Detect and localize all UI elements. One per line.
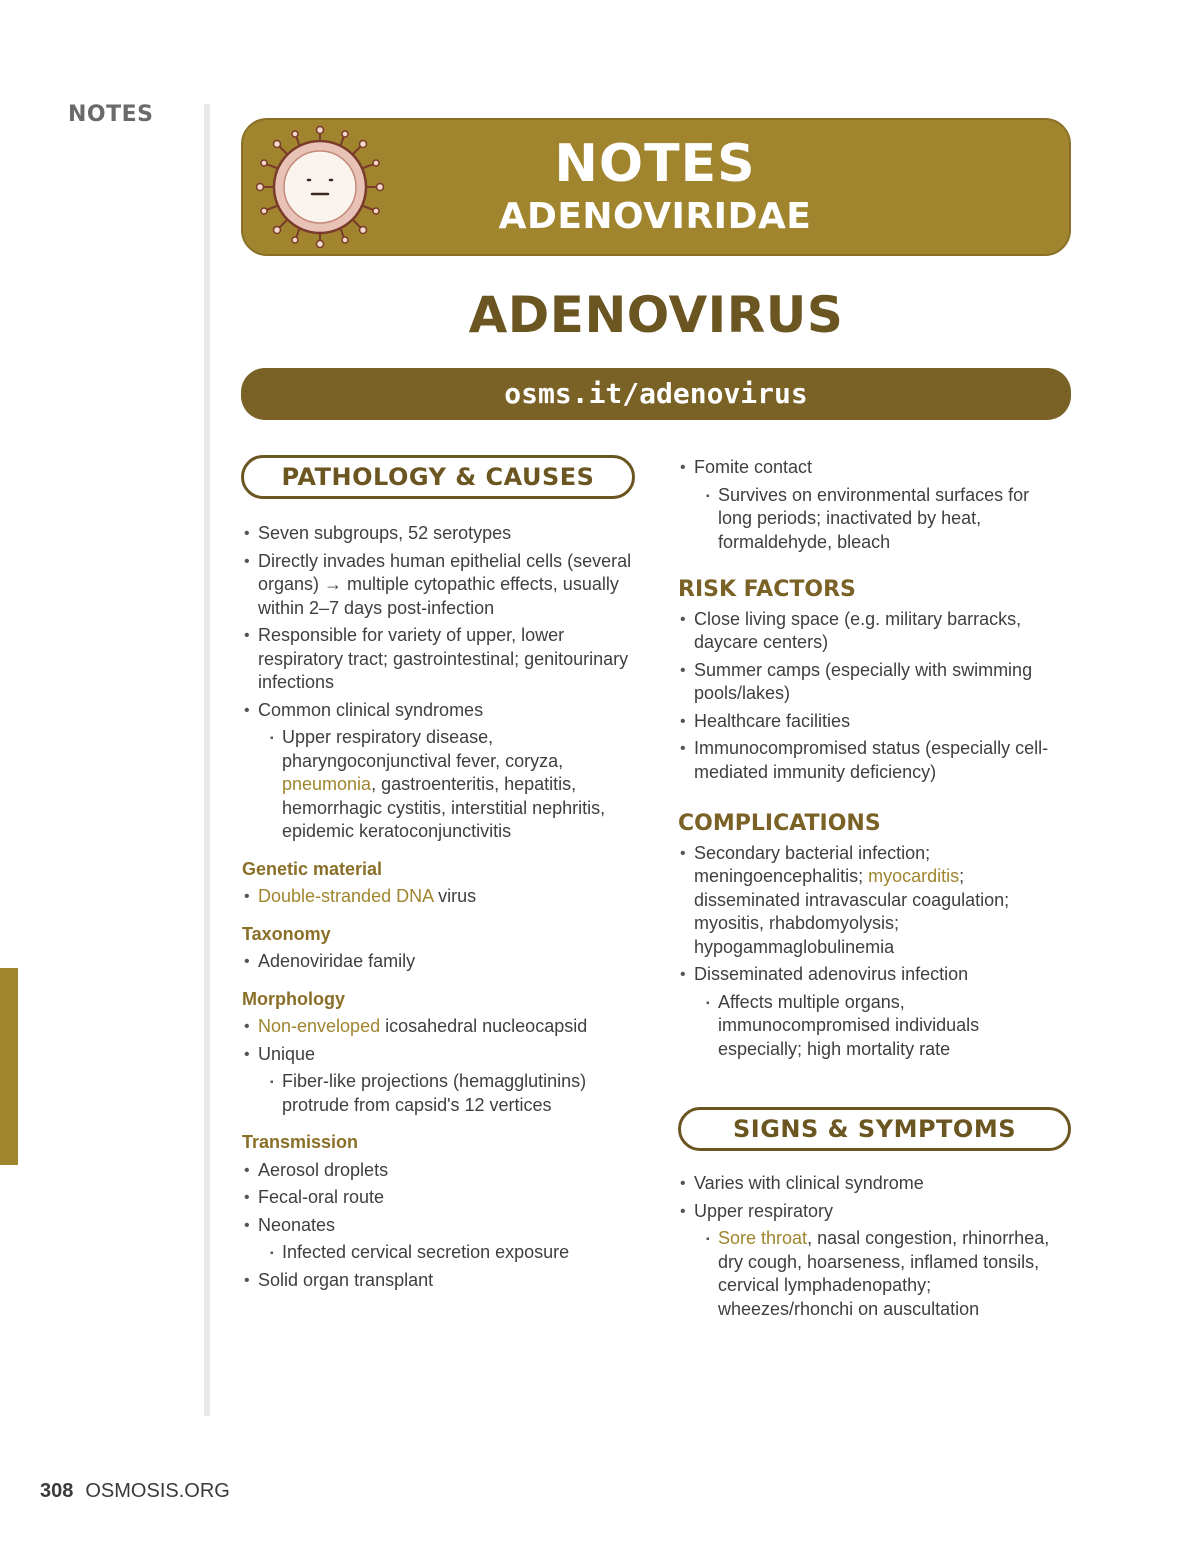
list-item: • Double-stranded DNA virus xyxy=(242,885,632,909)
list-item: • Unique xyxy=(242,1043,632,1067)
list-item: • Summer camps (especially with swimming pools/lakes) xyxy=(678,659,1068,706)
site-name: OSMOSIS.ORG xyxy=(85,1480,230,1502)
list-item: • Aerosol droplets xyxy=(242,1159,632,1183)
myocarditis-link[interactable]: myocarditis xyxy=(868,866,960,886)
page-title: ADENOVIRUS xyxy=(468,286,844,344)
list-item: • Upper respiratory xyxy=(678,1200,1068,1224)
list-item: • Non-enveloped icosahedral nucleocapsid xyxy=(242,1015,632,1039)
signs-column xyxy=(678,1172,1068,1325)
dsdna-link[interactable]: Double-stranded DNA xyxy=(258,886,434,906)
list-item: • Secondary bacterial infection; meningoencephalitis; myocarditis; disseminated intravascular coagulation; myositis, rhabdomyolysis; hypogammaglobulinemia xyxy=(678,842,1068,960)
side-tab xyxy=(0,968,18,1165)
list-item: • Fomite contact xyxy=(678,456,1068,480)
list-item: • Responsible for variety of upper, lower respiratory tract; gastrointestinal; genitourinary infections xyxy=(242,624,632,695)
pneumonia-link[interactable]: pneumonia xyxy=(282,774,372,794)
left-column xyxy=(242,522,632,1296)
heading-complications: COMPLICATIONS xyxy=(678,811,881,836)
list-item: • Disseminated adenovirus infection xyxy=(678,963,1068,987)
right-column xyxy=(678,456,1068,1065)
list-subitem: ▪ Infected cervical secretion exposure xyxy=(270,1241,632,1265)
banner-subtitle: ADENOVIRIDAE xyxy=(498,196,812,237)
list-item: • Directly invades human epithelial cells (several organs) → multiple cytopathic effects, usually within 2–7 days post-infection xyxy=(242,550,632,621)
list-item: • Fecal-oral route xyxy=(242,1186,632,1210)
non-enveloped-link[interactable]: Non-enveloped xyxy=(258,1016,381,1036)
list-subitem: ▪ Sore throat, nasal congestion, rhinorrhea, dry cough, hoarseness, inflamed tonsils, cervical lymphadenopathy; wheezes/rhonchi on auscultation xyxy=(706,1227,1068,1321)
list-item: • Close living space (e.g. military barracks, daycare centers) xyxy=(678,608,1068,655)
url-link[interactable]: osms.it/adenovirus xyxy=(241,368,1071,420)
heading-genetic-material: Genetic material xyxy=(242,858,383,879)
list-item: • Neonates xyxy=(242,1214,632,1238)
list-item: • Immunocompromised status (especially cell-mediated immunity deficiency) xyxy=(678,737,1068,784)
list-item: • Adenoviridae family xyxy=(242,950,632,974)
list-subitem: ▪ Fiber-like projections (hemagglutinins) protrude from capsid's 12 vertices xyxy=(270,1070,632,1117)
list-subitem: ▪ Affects multiple organs, immunocompromised individuals especially; high mortality rate xyxy=(706,991,1068,1062)
list-subitem: ▪ Upper respiratory disease, pharyngoconjunctival fever, coryza, pneumonia, gastroenteritis, hepatitis, hemorrhagic cystitis, interstitial nephritis, epidemic keratoconjunctivitis xyxy=(270,726,632,844)
list-item: • Healthcare facilities xyxy=(678,710,1068,734)
list-item: • Varies with clinical syndrome xyxy=(678,1172,1068,1196)
side-notes-label: NOTES xyxy=(68,102,154,127)
list-item: • Solid organ transplant xyxy=(242,1269,632,1293)
page-footer xyxy=(40,1480,230,1503)
heading-morphology: Morphology xyxy=(242,988,345,1009)
sore-throat-link[interactable]: Sore throat xyxy=(718,1228,808,1248)
section-pathology-causes: PATHOLOGY & CAUSES xyxy=(241,455,635,499)
banner-title: NOTES xyxy=(554,134,756,194)
list-item: • Common clinical syndromes xyxy=(242,699,632,723)
heading-transmission: Transmission xyxy=(242,1132,359,1152)
page-number: 308 xyxy=(40,1480,74,1502)
heading-risk-factors: RISK FACTORS xyxy=(678,577,856,602)
section-signs-symptoms: SIGNS & SYMPTOMS xyxy=(678,1107,1071,1151)
side-divider xyxy=(204,104,210,1416)
list-subitem: ▪ Survives on environmental surfaces for long periods; inactivated by heat, formaldehyde, bleach xyxy=(706,484,1068,555)
list-item: • Seven subgroups, 52 serotypes xyxy=(242,522,632,546)
heading-taxonomy: Taxonomy xyxy=(242,923,331,944)
